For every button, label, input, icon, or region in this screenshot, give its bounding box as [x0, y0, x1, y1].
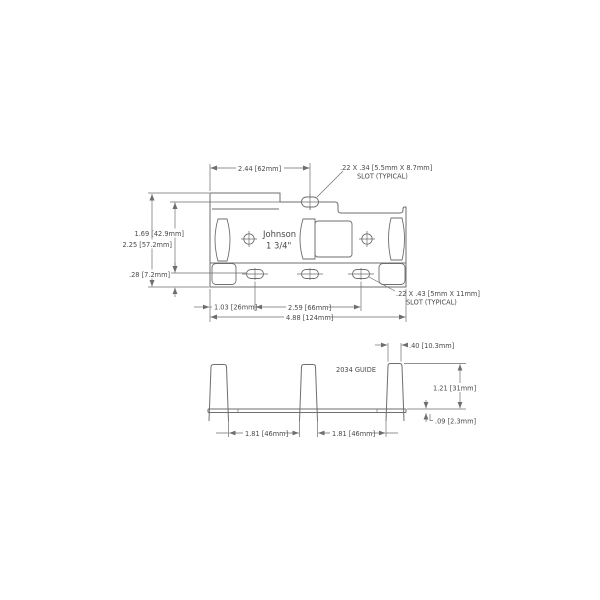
dim-base-thickness-label: .09 [2.3mm]	[435, 417, 477, 426]
dim-slot-to-bottom	[127, 263, 175, 298]
dim-slot-span-label: 2.59 [66mm]	[288, 304, 332, 312]
dim-tab-width	[375, 342, 454, 362]
dim-tab-spacing-left-label: 1.81 [46mm]	[245, 430, 289, 438]
dim-tab-spacing-right-label: 1.81 [46mm]	[332, 430, 376, 438]
dim-slot-to-slot	[133, 203, 184, 273]
callout-top-slot	[317, 164, 432, 197]
part-label-line2: 1 3/4"	[266, 240, 292, 251]
callout-bottom-slot-line2: SLOT (TYPICAL)	[406, 298, 457, 307]
left-target-mark	[241, 231, 257, 247]
dim-tab-height	[404, 364, 476, 410]
dim-top-center-label: 2.44 [62mm]	[238, 164, 282, 173]
right-target-mark	[359, 231, 375, 247]
callout-bottom-slot-line1: .22 X .43 [5mm X 11mm]	[396, 290, 480, 298]
callout-top-slot-line2: SLOT (TYPICAL)	[357, 172, 408, 181]
top-slot	[297, 194, 323, 210]
part-label-line1: Johnson	[263, 229, 297, 239]
dim-overall-width-label: 4.88 [124mm]	[286, 314, 334, 322]
middle-rib	[300, 219, 315, 259]
callout-bottom-slot	[369, 277, 480, 307]
callout-top-slot-line1: .22 X .34 [5.5mm X 8.7mm]	[340, 164, 433, 172]
dim-tab-height-label: 1.21 [31mm]	[433, 384, 477, 393]
bottom-slot-3	[348, 268, 374, 280]
bottom-slot-2	[297, 268, 323, 280]
dim-tab-spacing-right	[318, 429, 385, 439]
right-rib	[389, 218, 405, 260]
dim-slot-to-slot-label: 1.69 [42.9mm]	[134, 230, 184, 238]
part-label	[262, 229, 296, 251]
right-corner-notch	[379, 264, 405, 285]
dim-slot-to-bottom-label: .28 [7.2mm]	[129, 271, 171, 279]
dim-left-to-slot-label: 1.03 [26mm]	[214, 303, 258, 312]
middle-emboss	[315, 221, 352, 257]
dim-overall-height-label: 2.25 [57.2mm]	[122, 241, 172, 249]
dim-base-thickness	[426, 400, 476, 426]
dim-overall-width	[211, 313, 406, 323]
dim-slot-span	[256, 303, 361, 313]
left-corner-notch	[212, 264, 236, 285]
side-view	[208, 342, 476, 438]
top-view	[121, 163, 480, 322]
dim-tab-width-label: .40 [10.3mm]	[409, 342, 455, 350]
dim-top-center	[211, 164, 310, 173]
side-view-label: 2034 GUIDE	[336, 366, 377, 374]
bottom-slot-1	[242, 268, 268, 280]
left-rib	[215, 219, 230, 261]
base-plate	[208, 409, 406, 413]
dim-left-to-slot	[194, 302, 257, 312]
